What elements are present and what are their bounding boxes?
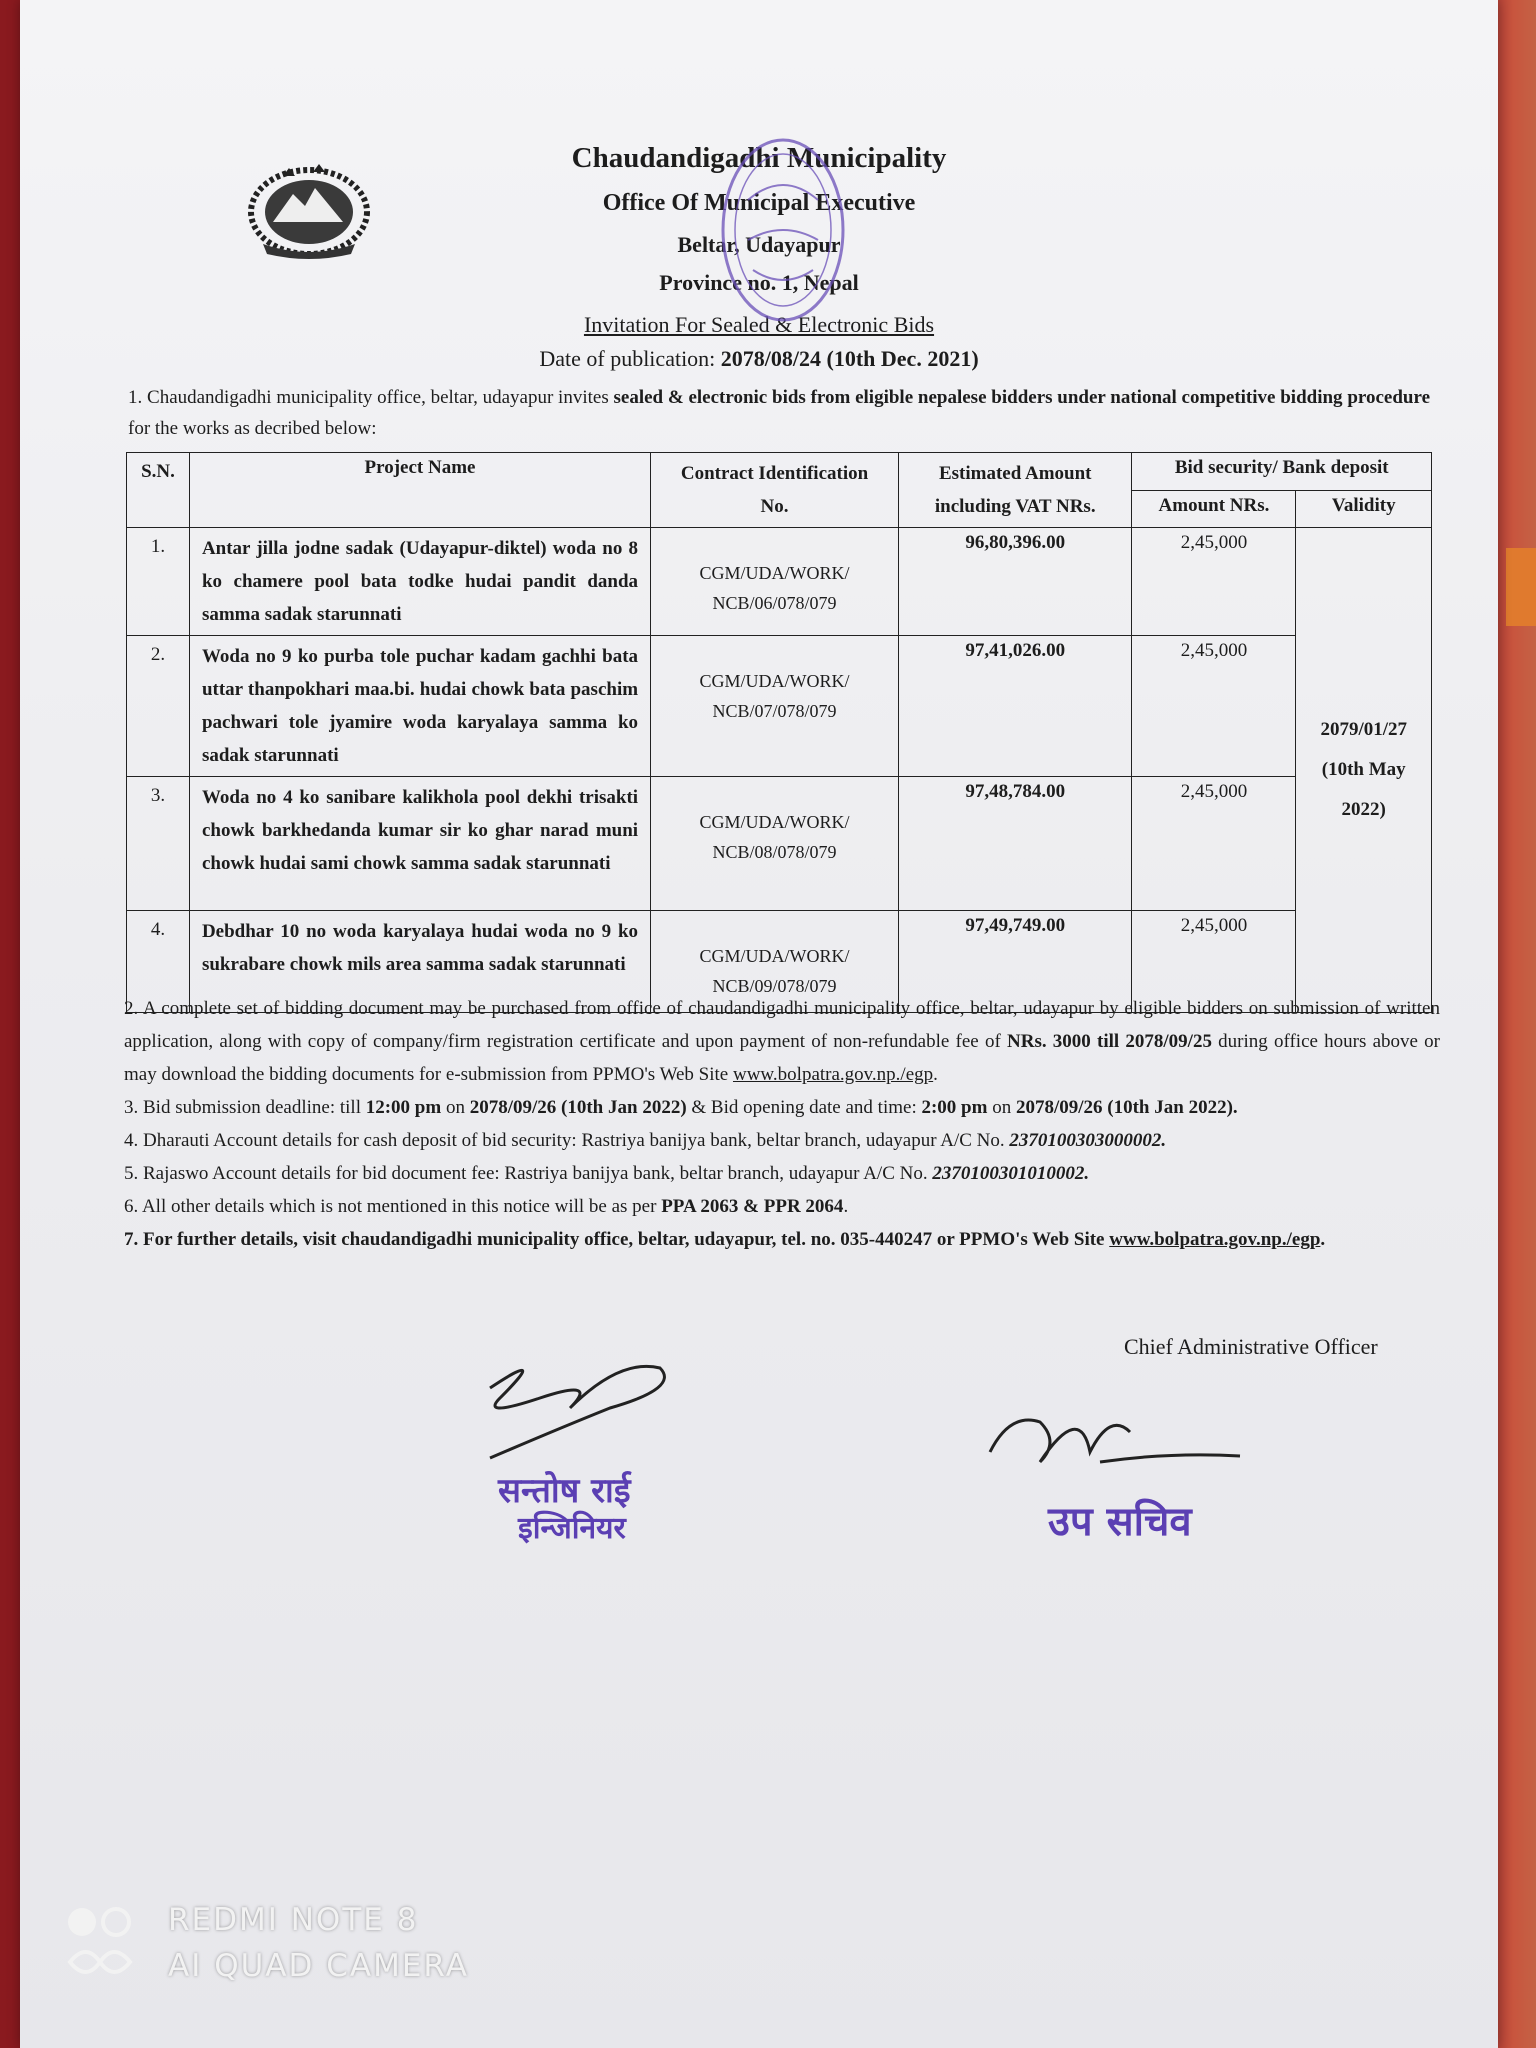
col-header-contract: Contract Identification No. xyxy=(651,453,899,528)
row-contract: CGM/UDA/WORK/ NCB/09/078/079 xyxy=(651,911,899,1013)
note-6: 6. All other details which is not mentioned in this notice will be as per PPA 2063 & PPR 2064. xyxy=(124,1196,849,1217)
row-project: Antar jilla jodne sadak (Udayapur-diktel) woda no 8 ko chamere pool bata todke hudai pandit danda samma sadak starunnati xyxy=(189,528,650,636)
engineer-signature xyxy=(460,1348,690,1478)
bolpatra-link-2[interactable]: www.bolpatra.gov.np./egp xyxy=(1109,1229,1321,1250)
camera-watermark-type: AI QUAD CAMERA xyxy=(168,1948,469,1984)
row-sn: 1. xyxy=(127,528,190,636)
col-header-bid-security: Bid security/ Bank deposit xyxy=(1132,453,1432,491)
row-amount: 96,80,396.00 xyxy=(898,528,1132,636)
intro-paragraph: 1. Chaudandigadhi municipality office, beltar, udayapur invites sealed & electronic bids from eligible nepalese bidders under national competitive bidding procedure for the works as decribed below: xyxy=(128,387,1431,439)
row-project: Woda no 9 ko purba tole puchar kadam gachhi bata uttar thanpokhari maa.bi. hudai chowk bata paschim pachwari tole jyamire woda karyalaya samma ko sadak starunnati xyxy=(189,636,650,777)
note-2: 2. A complete set of bidding document may be purchased from office of chaudandigadhi municipality office, beltar, udayapur by eligible bidders on submission of written application, along with copy of company/firm registration certificate and upon payment of non-refundable fee of NRs. 3000 till 2078/09/25 during office hours above or may download the bidding documents for e-submission from PPMO's Web Site www.bolpatra.gov.np./egp. xyxy=(124,998,1440,1085)
notice-paper xyxy=(20,0,1498,2048)
camera-logo-icon xyxy=(64,1902,144,1982)
row-project: Debdhar 10 no woda karyalaya hudai woda no 9 ko sukrabare chowk mils area samma sadak starunnati xyxy=(189,911,650,1013)
office-location: Beltar, Udayapur xyxy=(677,232,841,257)
col-header-bs-validity: Validity xyxy=(1296,490,1432,528)
note-4: 4. Dharauti Account details for cash deposit of bid security: Rastriya banijya bank, beltar branch, udayapur A/C No. 2370100303000002. xyxy=(124,1130,1167,1151)
table-row xyxy=(127,528,1432,636)
office-seal-stamp xyxy=(708,130,858,330)
row-amount: 97,49,749.00 xyxy=(898,911,1132,1013)
notice-title: Invitation For Sealed & Electronic Bids xyxy=(583,312,935,337)
row-sn: 2. xyxy=(127,636,190,777)
office-name: Office Of Municipal Executive xyxy=(602,190,916,216)
col-header-sn: S.N. xyxy=(127,453,190,528)
deputy-secretary-seal: उप सचिव xyxy=(1048,1499,1192,1545)
signatory-title: Chief Administrative Officer xyxy=(1124,1334,1378,1359)
note-3: 3. Bid submission deadline: till 12:00 pm on 2078/09/26 (10th Jan 2022) & Bid opening date and time: 2:00 pm on 2078/09/26 (10th Jan 2022). xyxy=(124,1097,1238,1118)
col-header-project: Project Name xyxy=(189,453,650,528)
validity-cell xyxy=(1296,528,1432,1013)
row-project: Woda no 4 ko sanibare kalikhola pool dekhi trisakti chowk barkhedanda kumar sir ko ghar narad muni chowk hudai sami chowk samma sadak starunnati xyxy=(189,777,650,911)
row-deposit: 2,45,000 xyxy=(1132,528,1296,636)
validity-year: 2022) xyxy=(1341,799,1386,820)
row-deposit: 2,45,000 xyxy=(1132,777,1296,911)
note-7: 7. For further details, visit chaudandigadhi municipality office, beltar, udayapur, tel. no. 035-440247 or PPMO's Web Site www.bolpatra.gov.np./egp. xyxy=(124,1229,1326,1250)
engineer-seal-name: सन्तोष राई xyxy=(498,1471,631,1511)
publication-date: Date of publication: 2078/08/24 (10th Dec. 2021) xyxy=(539,346,979,371)
bolpatra-link[interactable]: www.bolpatra.gov.np./egp xyxy=(732,1064,934,1085)
province-name: Province no. 1, Nepal xyxy=(659,270,859,295)
table-row xyxy=(127,636,1432,777)
col-header-amount: Estimated Amount including VAT NRs. xyxy=(898,453,1132,528)
row-sn: 4. xyxy=(127,911,190,1013)
row-deposit: 2,45,000 xyxy=(1132,911,1296,1013)
deputy-secretary-signature xyxy=(980,1392,1250,1502)
engineer-seal-role: इन्जिनियर xyxy=(518,1511,626,1546)
row-contract: CGM/UDA/WORK/ NCB/07/078/079 xyxy=(651,636,899,777)
row-contract: CGM/UDA/WORK/ NCB/06/078/079 xyxy=(651,528,899,636)
bids-table xyxy=(126,452,1432,1013)
col-header-bs-amount: Amount NRs. xyxy=(1132,490,1296,528)
validity-date-en: (10th May xyxy=(1321,759,1406,780)
table-row xyxy=(127,777,1432,911)
row-amount: 97,48,784.00 xyxy=(898,777,1132,911)
row-sn: 3. xyxy=(127,777,190,911)
note-5: 5. Rajaswo Account details for bid document fee: Rastriya banijya bank, beltar branch, udayapur A/C No. 2370100301010002. xyxy=(124,1163,1090,1184)
notes-section xyxy=(124,992,1440,1256)
orange-tab xyxy=(1506,548,1536,626)
row-deposit: 2,45,000 xyxy=(1132,636,1296,777)
org-name: Chaudandigadhi Municipality xyxy=(571,142,947,174)
camera-watermark-model: REDMI NOTE 8 xyxy=(168,1902,419,1938)
row-amount: 97,41,026.00 xyxy=(898,636,1132,777)
row-contract: CGM/UDA/WORK/ NCB/08/078/079 xyxy=(651,777,899,911)
validity-date: 2079/01/27 xyxy=(1320,719,1407,740)
